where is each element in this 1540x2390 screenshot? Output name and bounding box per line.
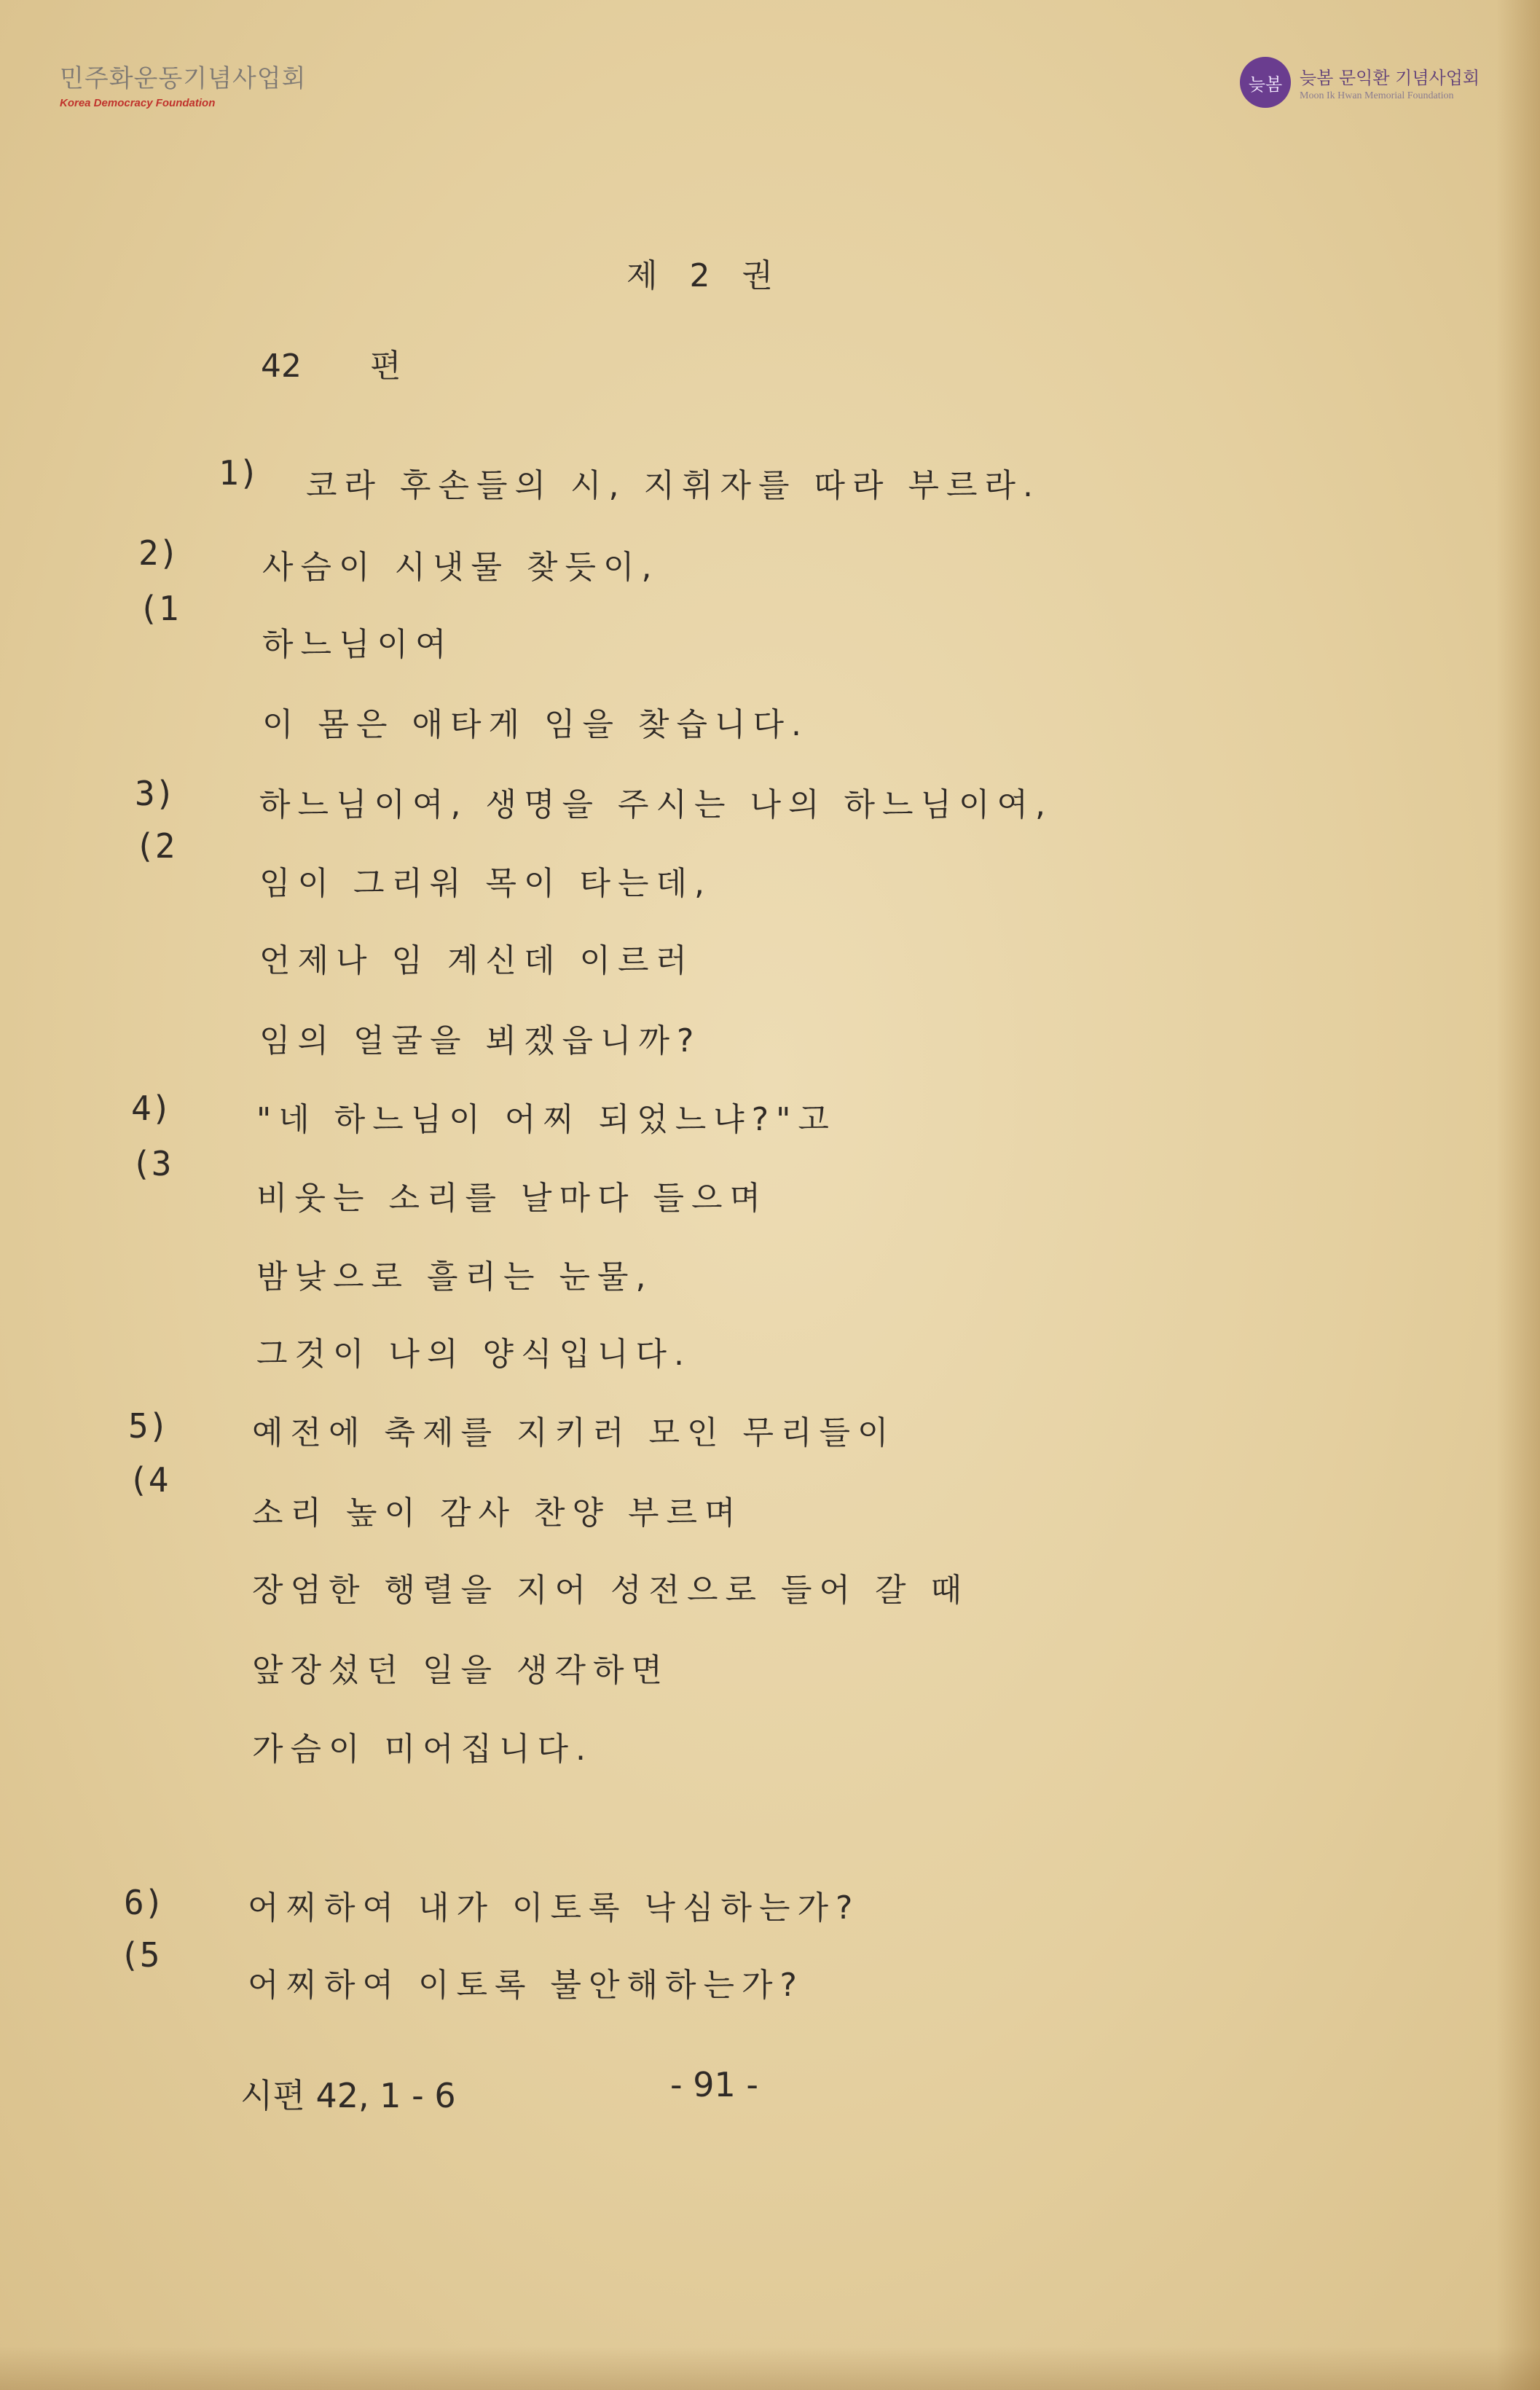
verse-number: 1)	[219, 453, 259, 493]
page-number: - 91 -	[670, 2065, 758, 2104]
verse-line: 어찌하여 내가 이토록 낙심하는가?	[248, 1889, 860, 1927]
chapter-heading: 42 편	[261, 348, 401, 385]
seal-icon: 늦봄	[1240, 57, 1291, 108]
verse-line: 코라 후손들의 시, 지휘자를 따라 부르라.	[306, 467, 1040, 504]
moon-ik-hwan-foundation-logo	[1240, 57, 1480, 108]
verse-line: "네 하느님이 어찌 되었느냐?"고	[256, 1101, 836, 1138]
paper-edge-shadow	[1496, 0, 1540, 2390]
verse-alt-number: (1	[138, 589, 179, 628]
verse-number: 2)	[138, 533, 179, 573]
footer-reference: 시편 42, 1 - 6	[240, 2076, 456, 2115]
verse-number: 5)	[128, 1406, 169, 1446]
verse-alt-number: (3	[131, 1144, 172, 1183]
verse-number: 6)	[124, 1883, 165, 1922]
verse-line: 가슴이 미어집니다.	[252, 1731, 594, 1768]
logo-english-text: Korea Democracy Foundation	[60, 97, 216, 109]
verse-line: 비웃는 소리를 날마다 들으며	[256, 1180, 769, 1217]
verse-alt-number: (4	[128, 1460, 169, 1500]
verse-line: 사슴이 시냇물 찾듯이,	[262, 549, 659, 586]
verse-line: 임이 그리워 목이 타는데,	[259, 865, 712, 902]
verse-line: 앞장섰던 일을 생각하면	[252, 1652, 670, 1689]
verse-line: 소리 높이 감사 찬양 부르며	[252, 1494, 743, 1532]
verse-line: 임의 얼굴을 뵈겠읍니까?	[259, 1022, 702, 1059]
verse-line: 예전에 축제를 지키러 모인 무리들이	[252, 1414, 896, 1451]
korea-democracy-foundation-logo	[60, 58, 306, 109]
verse-line: 그것이 나의 양식입니다.	[256, 1336, 691, 1373]
logo-english-text: Moon Ik Hwan Memorial Foundation	[1300, 90, 1454, 101]
verse-line: 장엄한 행렬을 지어 성전으로 들어 갈 때	[252, 1572, 969, 1609]
verse-line: 어찌하여 이토록 불안해하는가?	[248, 1967, 804, 2004]
verse-alt-number: (5	[119, 1935, 160, 1975]
verse-number: 3)	[135, 774, 176, 813]
verse-line: 언제나 임 계신데 이르러	[259, 942, 694, 979]
verse-line: 이 몸은 애타게 임을 찾습니다.	[262, 706, 809, 743]
verse-line: 하느님이여, 생명을 주시는 나의 하느님이여,	[259, 786, 1053, 823]
paper-edge-shadow	[0, 2346, 1540, 2390]
logo-korean-text: 늦봄 문익환 기념사업회	[1300, 67, 1480, 88]
verse-line: 밤낮으로 흘리는 눈물,	[256, 1258, 653, 1296]
verse-number: 4)	[131, 1089, 172, 1128]
verse-line: 하느님이여	[262, 626, 454, 663]
verse-alt-number: (2	[135, 826, 176, 866]
logo-korean-text: 민주화운동기념사업회	[60, 64, 307, 93]
volume-heading: 제 2 권	[626, 257, 773, 294]
